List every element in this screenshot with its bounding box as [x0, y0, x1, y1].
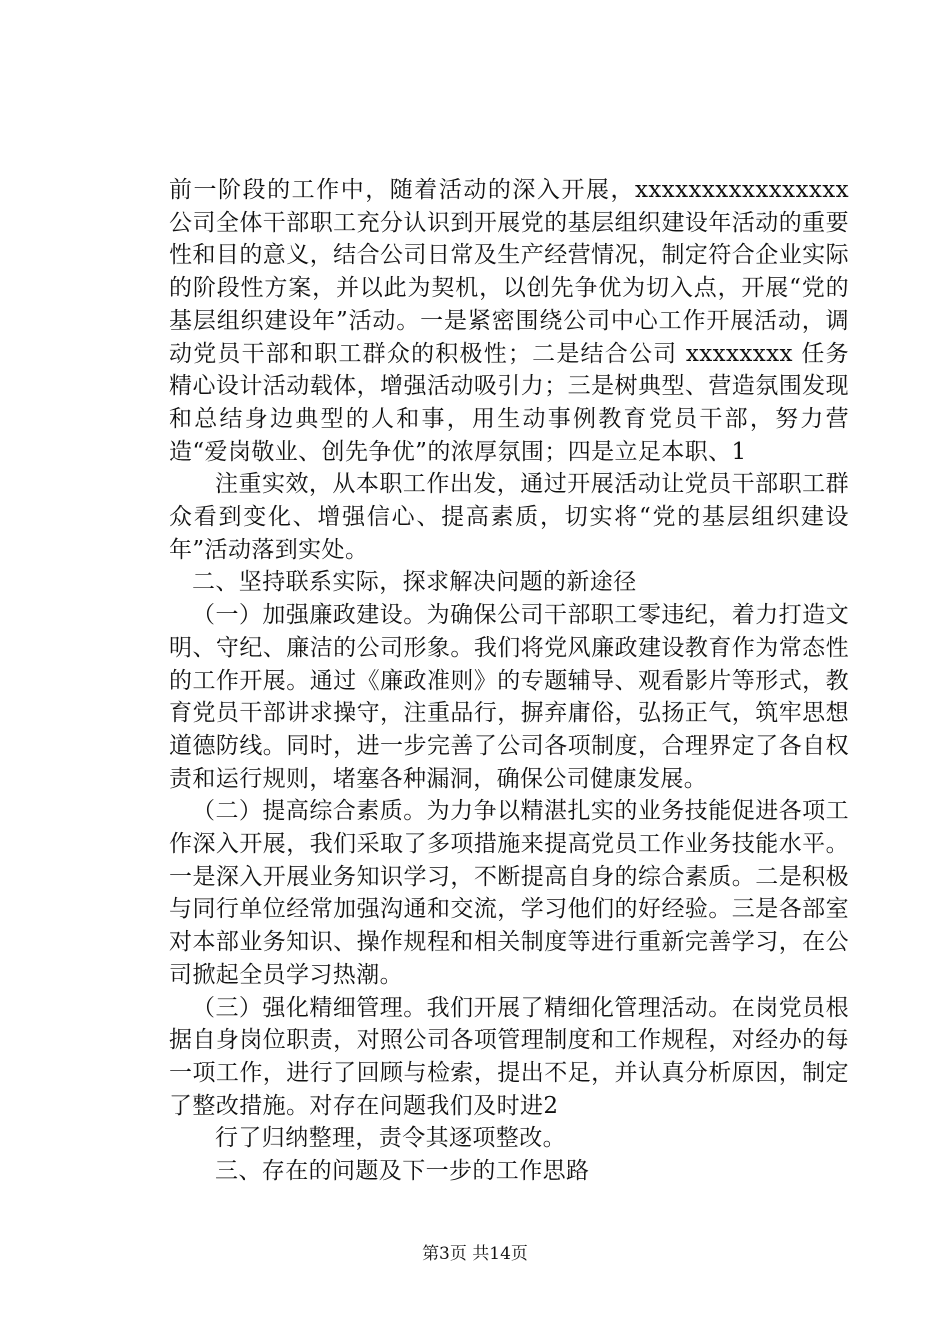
paragraph-intro: 前一阶段的工作中，随着活动的深入开展，xxxxxxxxxxxxxxxx公司全体干部职工充分认识到开展党的基层组织建设年活动的重要性和目的意义，结合公司日常及生产经营情况，制定符合企业实际的阶段性方案，并以此为契机，以创先争优为切入点，开展“党的基层组织建设年”活动。一是紧密围绕公司中心工作开展活动，调动党员干部和职工群众的积极性；二是结合公司 xxxxxxxx 任务精心设计活动载体，增强活动吸引力；三是树典型、营造氛围发现和总结身边典型的人和事，用生动事例教育党员干部，努力营造“爱岗敬业、创先争优”的浓厚氛围；四是立足本职、1 — [169, 177, 849, 465]
paragraph-integrity-building: （一）加强廉政建设。为确保公司干部职工零违纪，着力打造文明、守纪、廉洁的公司形象。我们将党风廉政建设教育作为常态性的工作开展。通过《廉政准则》的专题辅导、观看影片等形式，教育党员干部讲求操守，注重品行，摒弃庸俗，弘扬正气，筑牢思想道德防线。同时，进一步完善了公司各项制度，合理界定了各自权责和运行规则，堵塞各种漏洞，确保公司健康发展。 — [169, 602, 849, 792]
document-body — [169, 174, 849, 1188]
paragraph-rectification: 行了归纳整理，责令其逐项整改。 — [215, 1125, 566, 1152]
paragraph-fine-management: （三）强化精细管理。我们开展了精细化管理活动。在岗党员根据自身岗位职责，对照公司各项管理制度和工作规程，对经办的每一项工作，进行了回顾与检索，提出不足，并认真分析原因，制定了整改措施。对存在问题我们及时进2 — [169, 994, 849, 1119]
section-heading-3: 三、存在的问题及下一步的工作思路 — [215, 1158, 590, 1185]
paragraph-quality-improvement: （二）提高综合素质。为力争以精湛扎实的业务技能促进各项工作深入开展，我们采取了多项措施来提高党员工作业务技能水平。一是深入开展业务知识学习，不断提高自身的综合素质。二是积极与同行单位经常加强沟通和交流，学习他们的好经验。三是各部室对本部业务知识、操作规程和相关制度等进行重新完善学习，在公司掀起全员学习热潮。 — [169, 798, 849, 988]
paragraph-practical-results: 注重实效，从本职工作出发，通过开展活动让党员干部职工群众看到变化、增强信心、提高素质，切实将“党的基层组织建设年”活动落到实处。 — [169, 471, 849, 563]
section-heading-2: 二、坚持联系实际，探求解决问题的新途径 — [192, 569, 637, 596]
page-number-footer: 第3页 共14页 — [422, 1244, 528, 1264]
